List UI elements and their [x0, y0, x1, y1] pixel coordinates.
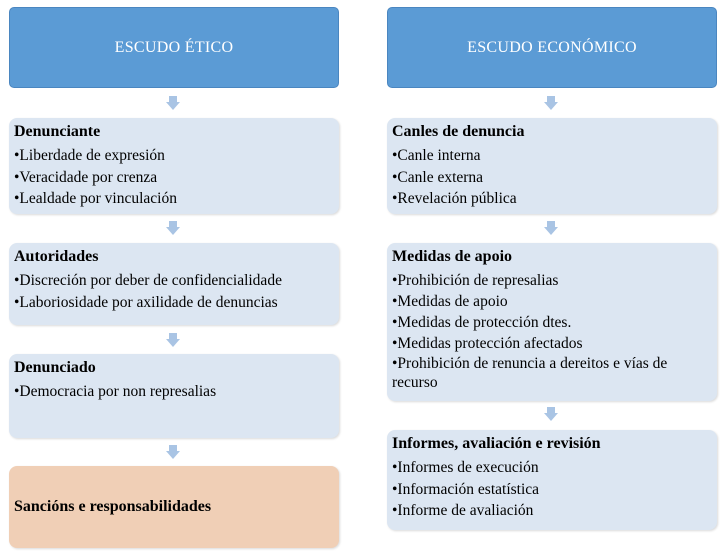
list-item: •Canle interna [392, 147, 481, 164]
list-item: •Laboriosidade por axilidade de denuncias [14, 293, 278, 311]
box-title: Medidas de apoio [392, 248, 513, 265]
box-sancions [9, 466, 339, 548]
list-item: •Veracidade por crenza [14, 168, 158, 186]
list-item: •Democracia por non represalias [14, 383, 217, 400]
list-item: •Liberdade de expresión [14, 147, 165, 164]
list-item: •Canle externa [392, 168, 484, 186]
list-item: •Información estatística [392, 480, 540, 498]
list-item: •Medidas protección afectados [392, 335, 583, 352]
left-header: ESCUDO ÉTICO [9, 7, 339, 88]
down-arrow-icon [166, 445, 180, 459]
list-item: •Informes de execución [392, 459, 539, 476]
item-list [14, 145, 334, 210]
list-item: •Medidas de protección dtes. [392, 314, 572, 331]
box-title: Sancións e responsabilidades [14, 498, 212, 515]
item-list [392, 270, 712, 392]
item-list [14, 270, 334, 313]
list-item: •Informe de avaliación [392, 502, 534, 519]
down-arrow-icon [544, 221, 558, 235]
list-item: •Medidas de apoio [392, 293, 508, 310]
down-arrow-icon [166, 96, 180, 110]
box-title: Informes, avaliación e revisión [392, 435, 601, 452]
down-arrow-icon [166, 333, 180, 347]
down-arrow-icon [544, 96, 558, 110]
list-item: •Prohibición de renuncia a dereitos e vías de recurso [392, 355, 668, 391]
down-arrow-icon [166, 221, 180, 235]
box-title: Canles de denuncia [392, 123, 525, 140]
box-title: Denunciado [14, 359, 96, 376]
item-list [392, 145, 712, 210]
box-autoridades [9, 243, 339, 325]
right-header: ESCUDO ECONÓMICO [387, 7, 717, 88]
down-arrow-icon [544, 407, 558, 421]
box-denunciante [9, 118, 339, 214]
box-title: Autoridades [14, 248, 99, 265]
item-list [14, 381, 334, 403]
box-informes [387, 430, 717, 530]
list-item: •Lealdade por vinculación [14, 190, 177, 207]
box-medidas [387, 243, 717, 401]
list-item: •Revelación pública [392, 190, 517, 207]
item-list [392, 457, 712, 522]
list-item: •Discreción por deber de confidencialidade [14, 272, 282, 289]
box-canles [387, 118, 717, 214]
list-item: •Prohibición de represalias [392, 272, 559, 289]
box-denunciado [9, 354, 339, 438]
box-title: Denunciante [14, 123, 101, 140]
